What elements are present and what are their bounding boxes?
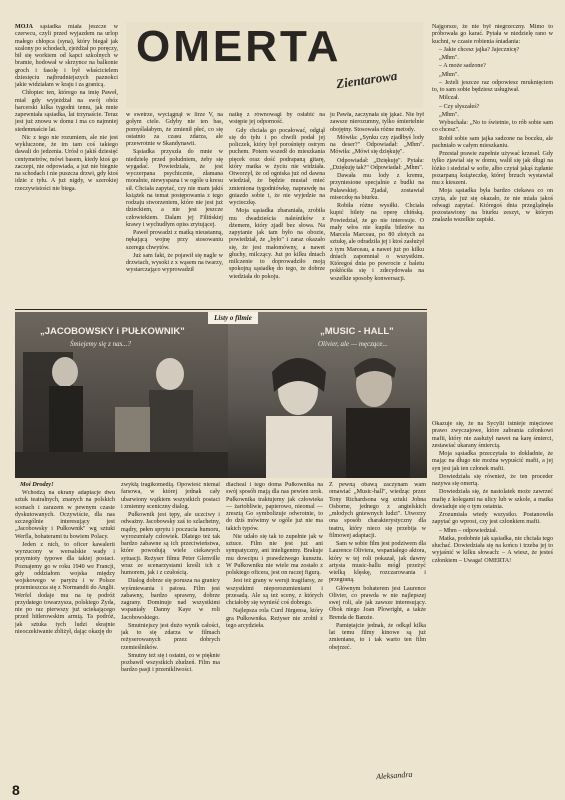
column-badge: Listy o filmie: [208, 312, 258, 324]
paragraph: diacheal i tego doma Pułkownika na swój sposób mają dla nas pewien urok. Pułkownika traktujemy jak człowieka — żartobliwie, papierowo, nieomal — zresztą Go symbolizuje odwrotnie, to do dziś mówimy w ogóle już nie ma takich typów.: [226, 482, 323, 532]
paragraph: Moja sąsiadka zbaraniała, zrobiła mu dwadzieścia naleśników z dżemem, który zjadł bez słowa. Na zapytanie jak tam było na obozie, powiedział, że „było" i zaraz okazało się, że jest małomówny, a nawet głuchy, milczący. Już po kilku dniach milczenie to doprowadziło moją spokojną sąsiadkę do tego, że dobrze wiedziała do pokoju.: [229, 208, 325, 280]
left-film-title: „JACOBOWSKY i PUŁKOWNIK": [40, 326, 185, 337]
paragraph: Najgorsze, że nie był niegrzeczny. Mimo to próbowała go karać. Pytała w niedzielę rano w kuchni, w czasie robienia śniadania:: [432, 24, 553, 45]
paragraph: Pułkownik jest tępy, ale uczciwy i odważny. Jacobowsky zaś to szlachetny, mądry, pełen sprytu i poczucia humoru, wyrozumiały człowiek. Dlatego też tak bardzo zabawne są ich przeciwieństwa, które powodują wiele ciekawych sytuacji. Reżyser filmu Peter Glenville wraz ze scenarzystami kreśli ich z humorem, jak i z czułością.: [121, 512, 220, 576]
column-right-two: [330, 112, 424, 308]
paragraph: Dowiedziała się, że nastolatek może zawrzeć mafię z kolegami na ulicy lub w szkole, a matka dowiaduje się o tym ostatnia.: [432, 489, 553, 510]
paragraph: Przestał prawie zupełnie używać krzeseł. Gdy tylko zjawiał się w domu, walił się jak długi na łóżko i siedział w sofie, albo czytał jakąś żądanie pozarpaną książeczkę, której brzuch wystawiał mu z kieszeni.: [432, 151, 553, 186]
paragraph: Głównym bohaterem jest Laurence Olivier, co prawda w nie najlepszej swej roli, ale jak zawsze interesujący. Obok niego Joan Plowright, a także Brenda de Banzie.: [329, 585, 426, 621]
left-film-subtitle: Śmiejemy się z nas...?: [70, 340, 132, 348]
paragraph: „Mhm".: [439, 55, 459, 61]
paragraph: Chłopiec ten, którego na imię Paweł, miał gdy wyjeżdżał na swój obóz harcerski kilka tygodni temu, jak mnie zapewniała sąsiadka, lat trzynaście. Teraz jest już znowu w domu i ma co najmniej siedemnaście lat.: [15, 90, 118, 133]
paragraph: ju Pawła, zaczynała się jąkać. Nie był zawsze nierozumny, tylko śmiertelnie obojętny. Stosowała różne metody.: [330, 112, 424, 133]
page-number: 8: [12, 782, 20, 798]
paragraph: Moja sąsiadka była bardzo ciekawa co on czyta, ale już się okazało, że nie miała jakoś odwagi zapytać. Któregoś dnia przeglądnęła pozostawiony na biurku zeszyt, w którym znalazła wszelkie zapiski.: [432, 188, 553, 224]
paragraph: Jest też grany w wersji tragifarsy, ze wszystkimi nieporozumieniami i przesadą. Ale są też sceny, z których chciałoby się wynieść coś dobrego.: [226, 578, 323, 606]
paragraph: Dowiedziała się również, że ten proceder nazywa się omertą.: [432, 473, 553, 487]
review-column-right: [329, 482, 426, 770]
opening-word: MOJA: [15, 24, 33, 30]
column-intro: [15, 24, 118, 308]
paragraph: Nic z tego nie rozumiem, ale nie jest wykluczone, że im tam coś takiego dawali do jedzenia. Urósł o jakiś dziesięć centymetrów, mówi basem, kiedy ktoś go zaczepi, nie odpowiada, a już nie biegnie na schodach i nie puszcza drzwi, gdy ktoś idzie z tyłu. A już nigdy, w szerokiej rzeczywistości nie biega.: [15, 134, 118, 192]
paragraph: – A może sadzone?: [439, 63, 486, 70]
review-column-mid: [121, 482, 220, 778]
article-author: Zientarowa: [335, 67, 399, 92]
right-film-subtitle: Olivier, ale — męczące...: [318, 340, 388, 348]
paragraph: natkę z równowagi by osłabić na wstępie jej odporność.: [229, 112, 325, 126]
review-column-left: [15, 490, 115, 780]
column-far-right: [432, 24, 553, 419]
paragraph: – Jakie chcesz jajka? Jajecznicę?: [439, 46, 520, 53]
column-far-right-lower: [432, 421, 553, 783]
paragraph: Dawała mu lody z kremu, przyniesione specjalnie z budki na Puławskiej. Zjadał, zostawiał miseczkę na biurku.: [330, 173, 424, 201]
greeting: Moi Drodzy!: [20, 481, 54, 488]
paragraph: Wchodzą na ekrany adaptacje dwu sztuk teatralnych, znanych na polskich scenach i zarazem w pewnym czasie dyskutowanych. Oczywiście, dla nas szczególnie interesujący jest „Jacobowsky i Pułkownik" wg sztuki Werfla, bohaterami tu bowiem Polacy.: [15, 490, 115, 540]
paragraph: Milczał.: [439, 95, 460, 102]
paragraph: Okazuje się, że na Sycylii istnieje mięciowe prawo zwyczajowe, które zabrania członkowi mafii, który nie zasłużył nawet na karę śmierci, zestawiać ukarany śmiercią.: [432, 421, 553, 449]
column-mid: [126, 112, 223, 308]
paragraph: Nie udało się tak to zupełnie jak w sztuce. Film nie jest już ani sympatyczny, ani inteligentny. Brakuje mu dowcipu i prawdziwego kunsztu. W Pułkowniku nie wiele ma zostało z polskiego oficera, jest on raczej figurą.: [226, 533, 323, 576]
paragraph: Jeden z nich, to oficer kawalerii wyrzucony w wersalskie wady i przymioty typowe dla takiej postaci. Poznajemy go w roku 1940 we Francji, gdy oddziałom wojska między wojskowego w paryżu i w Polsce przemieszcza się z Normandii do Anglii. Werfel dodaje mu na tę podróż przydatego towarzysza, polskiego Żyda, nie po raz pierwszy już uciekającego przed hitlerowskim armią. Ta podróż, jak sztuka tych ludzi skrajnie nieoczekiwanie zbliżył, dając okazję do: [15, 541, 115, 635]
paragraph: Moja sąsiadka przeczytała to dokładnie, że mając na długo nie można wypuścić mafii, a jej syn jest jak ten członek mafii.: [432, 451, 553, 472]
paragraph: Paweł prowadzi z matką nieustanną, nękającą wojnę przy stosowaniu szeregu chwytów.: [126, 230, 223, 251]
paragraph: Robiła różne wysiłki. Chciała kupić bilety na operę chińską. Powiedział, że go nie interesuje. O mały włos nie kupiła biletów na Marcela Marceau, po 80 złotych za sztukę, ale odradziła jej i ktoś zasłużył z tym Marceau, a nawet już po kilku dniach zapomniał o wszystkim. Któregoś dnia po powrocie z baletu pokłóciła się i zdecydowała na wszelkie sposoby konwersacji.: [330, 203, 424, 282]
paragraph: Mówiła: „Synku czy zjadłbyś lody na deser?" Odpowiadał: „Mhm". Mówiła: „Mówi się dziękuję".: [330, 134, 424, 156]
paragraph: Gdy chciała go pocałować, odgiął się do tyłu i po chwili podał jej policzek, który był porośnięty ostrym puchem. Potem wszedł do mieszkania pięcek oraz dość podrapaną gitarę, który matka w życiu nie widziała. Otworzył, że od ogniska już od dawna wiedział, że będzie musiał mieć zmieniona tygodniówkę, naprawdę na gniazdo sobie i, że nie wyjedzie na wycieczkę.: [229, 127, 325, 206]
paragraph: – Mhm – odpowiedział.: [439, 527, 498, 534]
paragraph: Najlepsza rola Curd Jürgensa, który gra Pułkownika. Reżyser nie zrobił z tego arcydzieła.: [226, 608, 323, 629]
paragraph: Pamiętajcie jednak, że odkąd kilka lat temu filmy kinowe są już zmieniane, to i tak warto ten film obejrzeć.: [329, 622, 426, 651]
paragraph: Matka, podobnie jak sąsiadka, nie chciała tego słuchać. Dowiedziała się na końcu i trzeba jej to wyjaśnić w kilku słowach: – A wiesz, że jesteś członkiem – Uwaga! OMERTA!: [432, 535, 553, 564]
paragraph: – Czy słyszałeś?: [439, 103, 480, 110]
paragraph: Wybuchała: „No to świetnie, to rób sobie sam co chcesz".: [432, 120, 553, 134]
paragraph: – Jeżeli jeszcze raz odpowiesz mruknięciem to, to sam sobie będziesz usługiwał.: [432, 79, 553, 93]
paragraph: zwykłą tragikomedią. Opowieść niemal farsowa, w której jednak cały ubarwiony wątkiem wszystkich postaci i zmienny sceniczny dialog.: [121, 482, 220, 510]
paragraph: w swetrze, wyciągnął w lirze V, na gołym ciele. Gdyby nie ten bas, pomyślałabym, że zmienił płeć, co się ostatnio za czasu zdarza, ale przewrotnie w Skandynawii.: [126, 112, 223, 147]
paragraph: Sam w sobie film jest podziwem dla Laurence Oliviera, wspaniałego aktora, który w tej roli pokazał, jak dawny artysta music-hallu mógł przeżyć wielką klęskę, rozczarowania i przegraną.: [329, 541, 426, 584]
paragraph: „Mhm".: [439, 111, 459, 118]
section-divider: [15, 309, 427, 310]
paragraph: Zrozumiała wtedy wszystko. Postanowiła zapytać go wprost, czy jest członkiem mafii.: [432, 512, 553, 526]
column-right-top: [229, 112, 325, 308]
paragraph: MOJA sąsiadka miała jeszcze w czerwcu, czyli przed wyjazdem na urlop małego chłopca (syna), który biegał jak szalony po schodach, zjeżdżał po poręczy, bił się workiem od kapci szkolnych w bramie, hodował w skrzynce na balkonie groch i fasolę i był właścicielem dziesięciu najbrudniejszych paznokci jakie widziałam w kraju i za granicą.: [15, 24, 118, 88]
paragraph: „Mhm".: [439, 71, 459, 78]
review-column-mid2: [226, 482, 323, 778]
paragraph: Z pewną obawą zaczynam wam omawiać „Music-hall", wiedząc przez Tony Richardsona wg sztuki Johna Osborne, jednego z angielskich „młodych gniewnych ludzi". Utworzy ona sposób charakterystyczny dla teatru, który nieco się przebija w filmowej adaptacji.: [329, 482, 426, 539]
paragraph: Smutniejszy jest dużo wynik całości, jak to się zdarza w filmach reżyserowanych przez dobrych rzemieślników.: [121, 622, 220, 651]
paragraph: Dialog dobrze się porusza na granicy wyśmiewania i patosu. Film jest zabawny, bardzo sprawny, dobrze zagrany. Dominuje nad wszystkimi wspaniały Danny Kaye w roli Jacobowskiego.: [121, 578, 220, 621]
right-film-title: „MUSIC - HALL": [320, 326, 394, 337]
paragraph: Smutny też się i ostatni, co w pięknie pozbawił wszystkich złudzeń. Film ma bardzo pasji i przenikliwości.: [121, 652, 220, 674]
paragraph: Już sam fakt, że pojawił się nagle w drzwiach, wysoki z x wąsem na twarzy, wystarczająco wyprowadził: [126, 252, 223, 274]
paragraph: Odpowiadał: „Dziękuję". Pytała: „Dziękuję tak?" Odpowiadał: „Mhm".: [330, 157, 424, 171]
paragraph: Robił sobie sam jajka sadzone na boczku, ale pachniało w całym mieszkaniu.: [432, 135, 553, 149]
author-signature: Aleksandra: [375, 769, 413, 782]
paragraph: Sąsiadka przyszła do mnie w niedzielę przed południem, żeby się wygadać. Powiedziała, że jest wyczerpana psychicznie, złamana moralnie, niewyspana i w ogóle u kresu sił. Chciała zapytać, czy nie mam jakiś książek na temat postępowania z tego rodzaju stworzeniem, które nie jest już dzieckiem, a nie jest jeszcze człowiekiem. Dalam jej Filińskiej krawy i wychudłym opiss zrytującej.: [126, 149, 223, 228]
article-title: OMERTA: [136, 22, 342, 71]
